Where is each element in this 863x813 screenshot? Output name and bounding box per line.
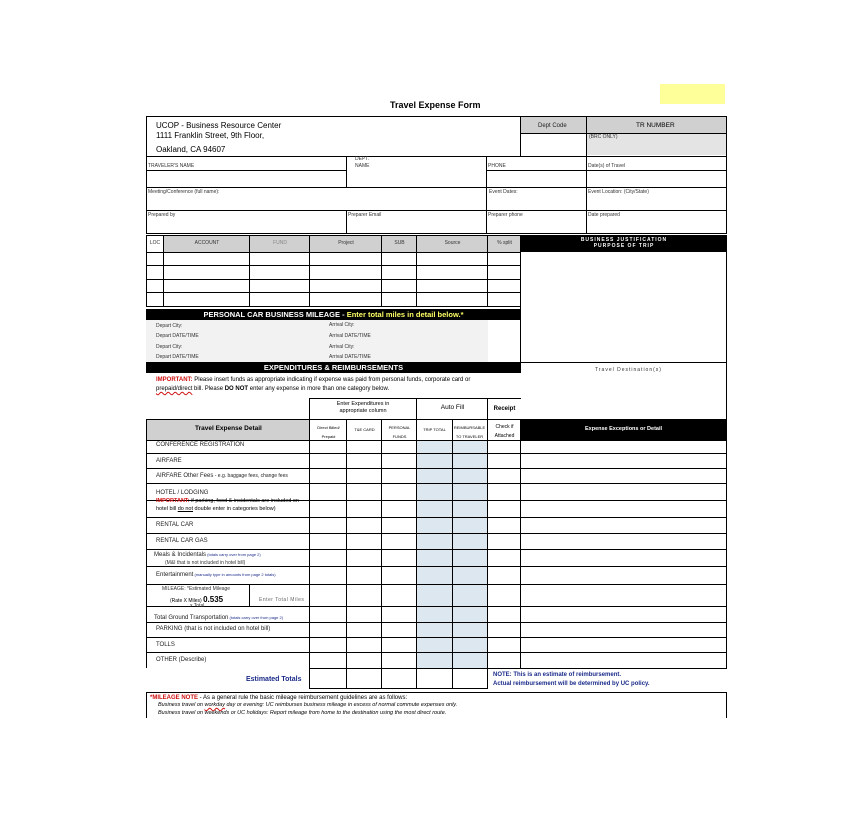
- org-address: 1111 Franklin Street, 9th Floor,: [156, 131, 265, 140]
- depart-city-1: Depart City:: [156, 323, 183, 329]
- important-line-1: IMPORTANT: Please insert funds as appropriate indicating if expense was paid from personal funds, corporate card or: [156, 377, 471, 383]
- org-city: Oakland, CA 94607: [156, 145, 226, 154]
- row-hotel: HOTEL / LODGING: [156, 490, 209, 496]
- row-rental-car: RENTAL CAR: [156, 522, 194, 528]
- preparer-phone-label: Preparer phone: [488, 212, 523, 218]
- business-justification-header: BUSINESS JUSTIFICATION PURPOSE OF TRIP: [521, 235, 727, 252]
- meeting-label: Meeting/Conference (full name):: [148, 189, 220, 195]
- row-ground: Total Ground Transportation (totals carry over from page 2): [154, 615, 284, 621]
- row-meals: Meals & Incidentals (totals carry over from page 2): [154, 552, 261, 558]
- tr-number-label: TR NUMBER: [636, 122, 675, 129]
- exceptions-header: Expense Exceptions or Detail: [521, 419, 726, 440]
- event-location-label: Event Location: (City/State): [588, 189, 649, 195]
- row-meals-sub: (M&I that is not included in hotel bill): [165, 560, 246, 566]
- date-prepared-label: Date prepared: [588, 212, 620, 218]
- mileage-note-line-1: Business travel on workday day or evening: UC reimburses business mileage in excess of normal commute expenses only.: [158, 702, 458, 708]
- mileage-header: PERSONAL CAR BUSINESS MILEAGE - Enter total miles in detail below.*: [146, 309, 521, 320]
- col-check-attached: Check if Attached: [494, 424, 515, 439]
- col-loc: LOC: [149, 240, 161, 246]
- arrival-city-1: Arrival City:: [329, 322, 355, 328]
- dept-name-label-1: DEPT.: [355, 156, 370, 162]
- row-hotel-important: IMPORTANT: if parking, food & incidentals are included on: [156, 498, 299, 504]
- col-reimbursable: REIMBURSABLE TO TRAVELER: [453, 425, 486, 439]
- row-rental-car-gas: RENTAL CAR GAS: [156, 538, 208, 544]
- row-airfare: AIRFARE: [156, 458, 182, 464]
- row-mileage-label: MILEAGE: *Estimated Mileage: [162, 586, 231, 592]
- row-airfare-other: AIRFARE Other Fees - e.g. baggage fees, change fees: [156, 473, 288, 479]
- phone-label: PHONE: [488, 163, 506, 169]
- org-name: UCOP - Business Resource Center: [156, 121, 282, 130]
- arrival-datetime-1: Arrival DATE/TIME: [329, 333, 371, 339]
- col-direct-billed: Direct Billed/ Prepaid: [317, 425, 340, 439]
- important-line-2: prepaid/direct bill. Please DO NOT enter any expense in more than one category below.: [156, 386, 390, 392]
- note-line-1: NOTE: This is an estimate of reimbursement.: [493, 672, 622, 678]
- col-te-card: T&E CARD: [354, 427, 375, 432]
- col-project: Project: [338, 240, 354, 246]
- dates-of-travel-label: Date(s) of Travel: [588, 163, 625, 169]
- depart-datetime-1: Depart DATE/TIME: [156, 333, 199, 339]
- col-split: % split: [497, 240, 512, 246]
- row-parking: PARKING (that is not included on hotel bill): [156, 626, 271, 632]
- col-account: ACCOUNT: [194, 240, 220, 246]
- arrival-city-2: Arrival City:: [329, 344, 355, 350]
- mileage-note-heading: *MILEAGE NOTE - As a general rule the basic mileage reimbursement guidelines are as follows:: [150, 695, 408, 701]
- expenditures-header: EXPENDITURES & REIMBURSEMENTS: [146, 362, 521, 373]
- col-sub: SUB: [394, 240, 405, 246]
- preparer-email-label: Preparer Email: [348, 212, 382, 218]
- travelers-name-label: TRAVELER'S NAME: [148, 163, 195, 169]
- highlight-box: [660, 84, 725, 104]
- enter-expenditures-2: appropriate column: [339, 408, 387, 414]
- row-mileage-rate: (Rate X Miles) 0.535: [170, 595, 224, 604]
- col-fund: FUND: [273, 240, 287, 246]
- note-line-2: Actual reimbursement will be determined by UC policy.: [493, 681, 650, 687]
- row-tolls: TOLLS: [156, 642, 175, 648]
- receipt-label: Receipt: [493, 406, 516, 412]
- col-source: Source: [444, 240, 461, 246]
- col-personal-funds: PERSONAL FUNDS: [388, 425, 411, 439]
- depart-city-2: Depart City:: [156, 344, 183, 350]
- detail-header: Travel Expense Detail: [195, 425, 262, 432]
- auto-fill-label: Auto Fill: [440, 404, 465, 411]
- row-entertainment: Entertainment (manually type in amounts from page 2 totals): [156, 572, 276, 578]
- depart-datetime-2: Depart DATE/TIME: [156, 354, 199, 360]
- prepared-by-label: Prepared by: [148, 212, 176, 218]
- row-mileage-total: x Total: [190, 603, 205, 609]
- dept-name-label-2: NAME: [355, 163, 370, 169]
- estimated-totals-label: Estimated Totals: [246, 676, 302, 683]
- form-title: Travel Expense Form: [390, 100, 481, 110]
- row-conference: CONFERENCE REGISTRATION: [156, 442, 245, 448]
- event-dates-label: Event Dates:: [489, 189, 518, 195]
- row-other: OTHER (Describe): [156, 657, 207, 663]
- enter-total-miles: Enter Total Miles: [259, 597, 305, 603]
- row-hotel-note: hotel bill do not double enter in categories below): [156, 506, 276, 512]
- col-trip-total: TRIP TOTAL: [423, 427, 446, 432]
- dept-code-label: Dept Code: [538, 123, 567, 129]
- enter-expenditures-1: Enter Expenditures in: [336, 401, 390, 407]
- mileage-note-line-2: Business travel on weekends or UC holidays: Report mileage from home to the destination using the most direct route.: [158, 710, 447, 716]
- travel-destinations-label: Travel Destination(s): [595, 367, 662, 373]
- arrival-datetime-2: Arrival DATE/TIME: [329, 354, 371, 360]
- brc-only-label: (BRC ONLY): [589, 134, 618, 140]
